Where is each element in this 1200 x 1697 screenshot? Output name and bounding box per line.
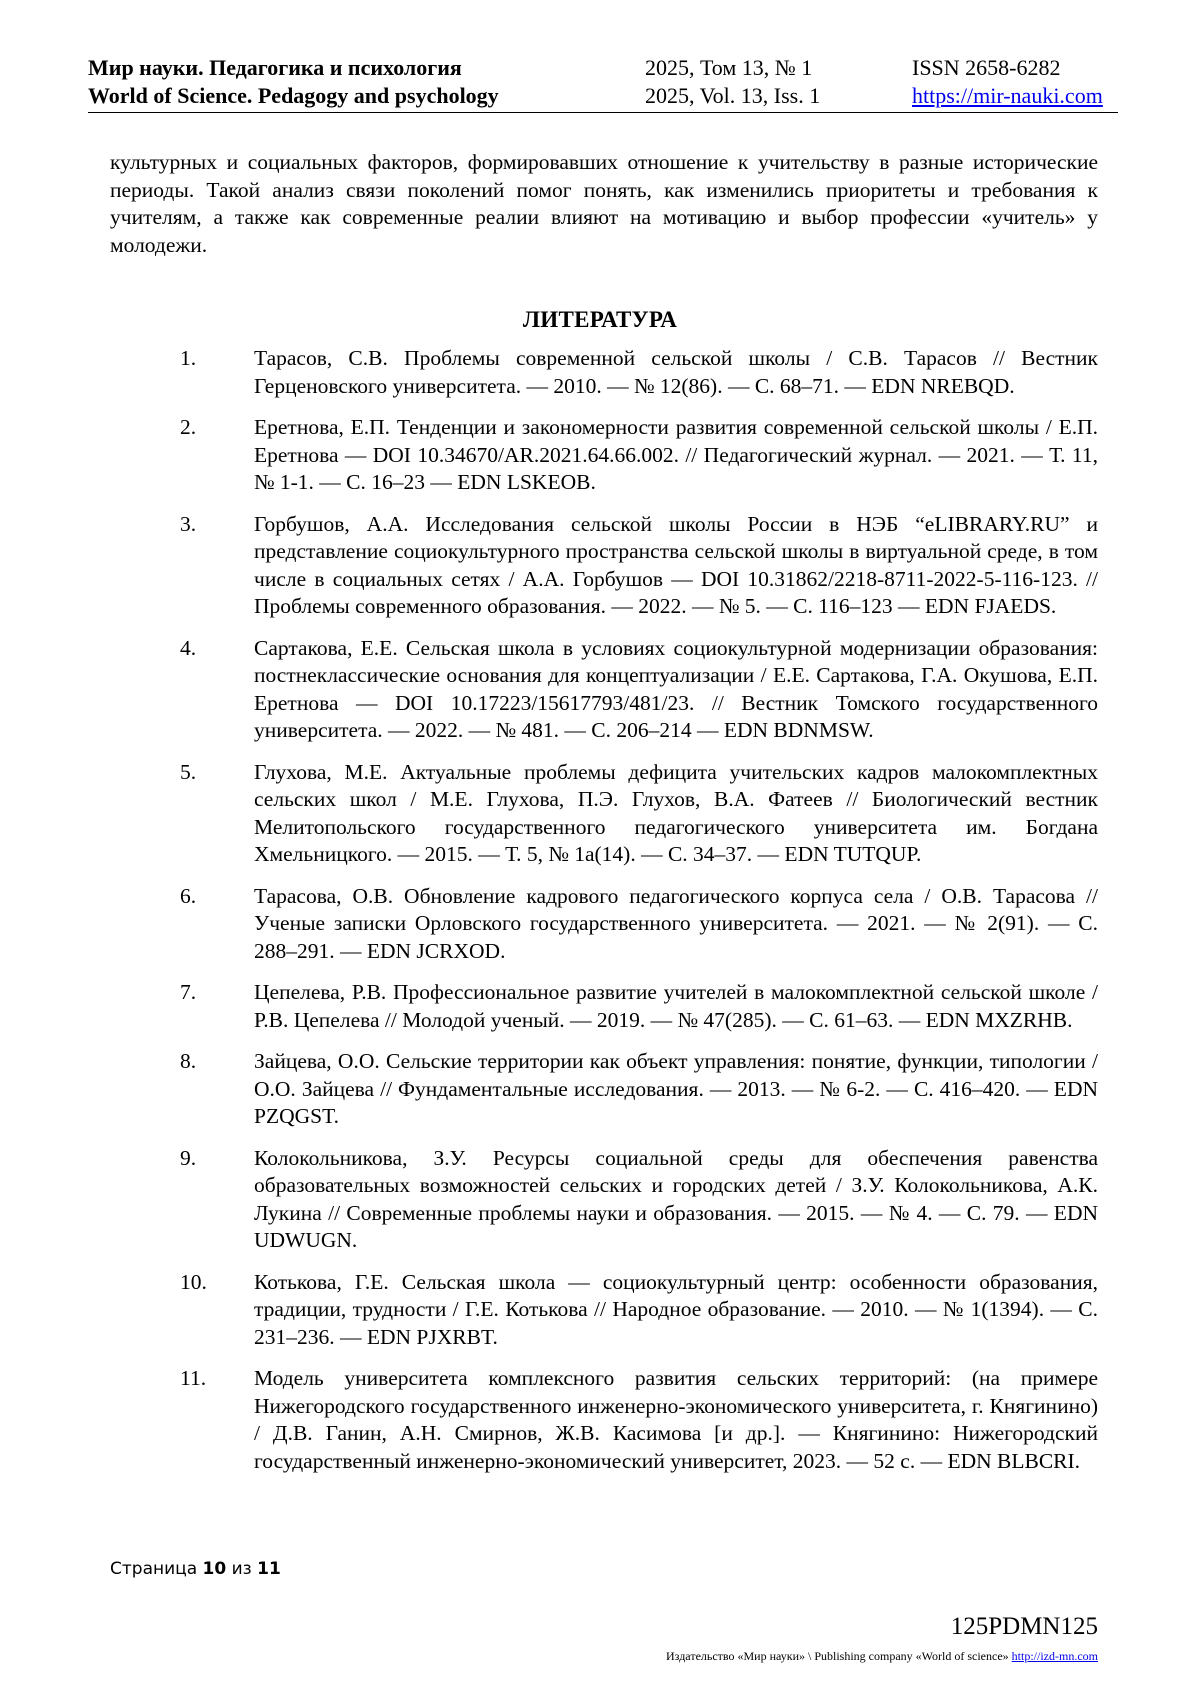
reference-text: Колокольникова, З.У. Ресурсы социальной среды для обеспечения равенства образовательных возможностей сельских и городских детей / З.У. Колокольникова, А.К. Лукина // Современные проблемы науки и образования. — 2015. — № 4. — С. 79. — EDN UDWUGN. [254,1145,1098,1252]
reference-item [180,1145,1098,1255]
reference-number: 3. [180,511,197,536]
reference-number: 9. [180,1145,197,1170]
reference-text: Котькова, Г.Е. Сельская школа — социокультурный центр: особенности образования, традиции, трудности / Г.Е. Котькова // Народное образование. — 2010. — № 1(1394). — С. 231–236. — EDN PJXRBT. [254,1269,1098,1349]
references-heading: ЛИТЕРАТУРА [522,307,678,332]
reference-number: 8. [180,1049,197,1073]
issn: ISSN 2658-6282 [912,55,1061,80]
reference-item [180,635,1098,745]
reference-item [180,883,1098,966]
reference-number: 10. [180,1269,207,1294]
reference-number: 1. [180,346,197,370]
reference-text: Сартакова, Е.Е. Сельская школа в условиях социокультурной модернизации образования: постнеклассические основания для концептуализации / Е.Е. Сартакова, Г.А. Окушова, Е.П. Еретнова — DOI 10.17223/15617793/481/23. // Вестник Томского государственного университета. — 2022. — № 481. — С. 206–214 — EDN BDNMSW. [254,635,1098,742]
reference-text: Зайцева, О.О. Сельские территории как объект управления: понятие, функции, типологии / О.О. Зайцева // Фундаментальные исследования. — 2013. — № 6-2. — С. 416–420. — EDN PZQGST. [254,1049,1098,1128]
page-header [88,52,1118,112]
issue-info-en: 2025, Vol. 13, Iss. 1 [645,83,821,108]
intro-paragraph-block [110,149,1098,259]
reference-text: Тарасова, О.В. Обновление кадрового педагогического корпуса села / О.В. Тарасова // Ученые записки Орловского государственного университета. — 2021. — № 2(91). — С. 288–291. — EDN JCRXOD. [254,883,1098,963]
reference-item [180,1048,1098,1131]
reference-number: 6. [180,883,197,908]
reference-item [180,1269,1098,1352]
reference-number: 11. [180,1366,207,1390]
page-prefix: Страница [110,1559,198,1579]
page-current: 10 [202,1559,227,1579]
reference-item [180,345,1098,400]
header-divider [88,112,1118,113]
reference-text: Еретнова, Е.П. Тенденции и закономерности развития современной сельской школы / Е.П. Еретнова — DOI 10.34670/AR.2021.64.66.002. // Педагогический журнал. — 2021. — Т. 11, № 1-1. — С. 16–23 — EDN LSKEOB. [254,415,1098,494]
reference-number: 2. [180,415,197,439]
reference-item [180,979,1098,1034]
reference-item [180,759,1098,869]
journal-title-ru: Мир науки. Педагогика и психология [88,55,462,80]
journal-website-link[interactable]: https://mir-nauki.com [912,83,1103,108]
page-of: из [231,1559,252,1579]
publisher-text: Издательство «Мир науки» \ Publishing company «World of science» [666,1649,1009,1663]
reference-text: Цепелева, Р.В. Профессиональное развитие учителей в малокомплектной сельской школе / Р.В. Цепелева // Молодой ученый. — 2019. — № 47(285). — С. 61–63. — EDN MXZRHB. [254,980,1098,1032]
reference-text: Глухова, М.Е. Актуальные проблемы дефицита учительских кадров малокомплектных сельских школ / М.Е. Глухова, П.Э. Глухов, В.А. Фатеев // Биологический вестник Мелитопольского государственного педагогического университета им. Богдана Хмельницкого. — 2015. — Т. 5, № 1а(14). — С. 34–37. — EDN TUTQUP. [254,759,1098,866]
publisher-line [666,1648,1098,1664]
publisher-link[interactable]: http://izd-mn.com [1011,1649,1098,1663]
reference-item [180,511,1098,621]
reference-text: Горбушов, А.А. Исследования сельской школы России в НЭБ “eLIBRARY.RU” и представление социокультурного пространства сельской школы в виртуальной среде, в том числе в социальных сетях / А.А. Горбушов — DOI 10.31862/2218-8711-2022-5-116-123. // Проблемы современного образования. — 2022. — № 5. — С. 116–123 — EDN FJAEDS. [254,511,1098,618]
journal-title-en: World of Science. Pedagogy and psychology [88,83,499,108]
references-list [180,345,1098,1489]
reference-item [180,414,1098,497]
reference-number: 7. [180,980,197,1004]
reference-item [180,1365,1098,1475]
reference-number: 4. [180,635,197,660]
reference-text: Модель университета комплексного развития сельских территорий: (на примере Нижегородского государственного инженерно-экономического университета, г. Княгинино) / Д.В. Ганин, А.Н. Смирнов, Ж.В. Касимова [и др.]. — Княгинино: Нижегородский государственный инженерно-экономический университет, 2023. — 52 с. — EDN BLBCRI. [254,1366,1098,1473]
page-total: 11 [257,1559,281,1579]
page-number [110,1558,281,1580]
reference-number: 5. [180,759,197,784]
article-code: 125PDMN125 [950,1613,1098,1640]
reference-text: Тарасов, С.В. Проблемы современной сельской школы / С.В. Тарасов // Вестник Герценовского университета. — 2010. — № 12(86). — С. 68–71. — EDN NREBQD. [254,346,1098,398]
issue-info-ru: 2025, Том 13, № 1 [645,55,813,80]
intro-paragraph: культурных и социальных факторов, формировавших отношение к учительству в разные исторические периоды. Такой анализ связи поколений помог понять, как изменились приоритеты и требования к учителям, а также как современные реалии влияют на мотивацию и выбор профессии «учитель» у молодежи. [110,150,1098,257]
